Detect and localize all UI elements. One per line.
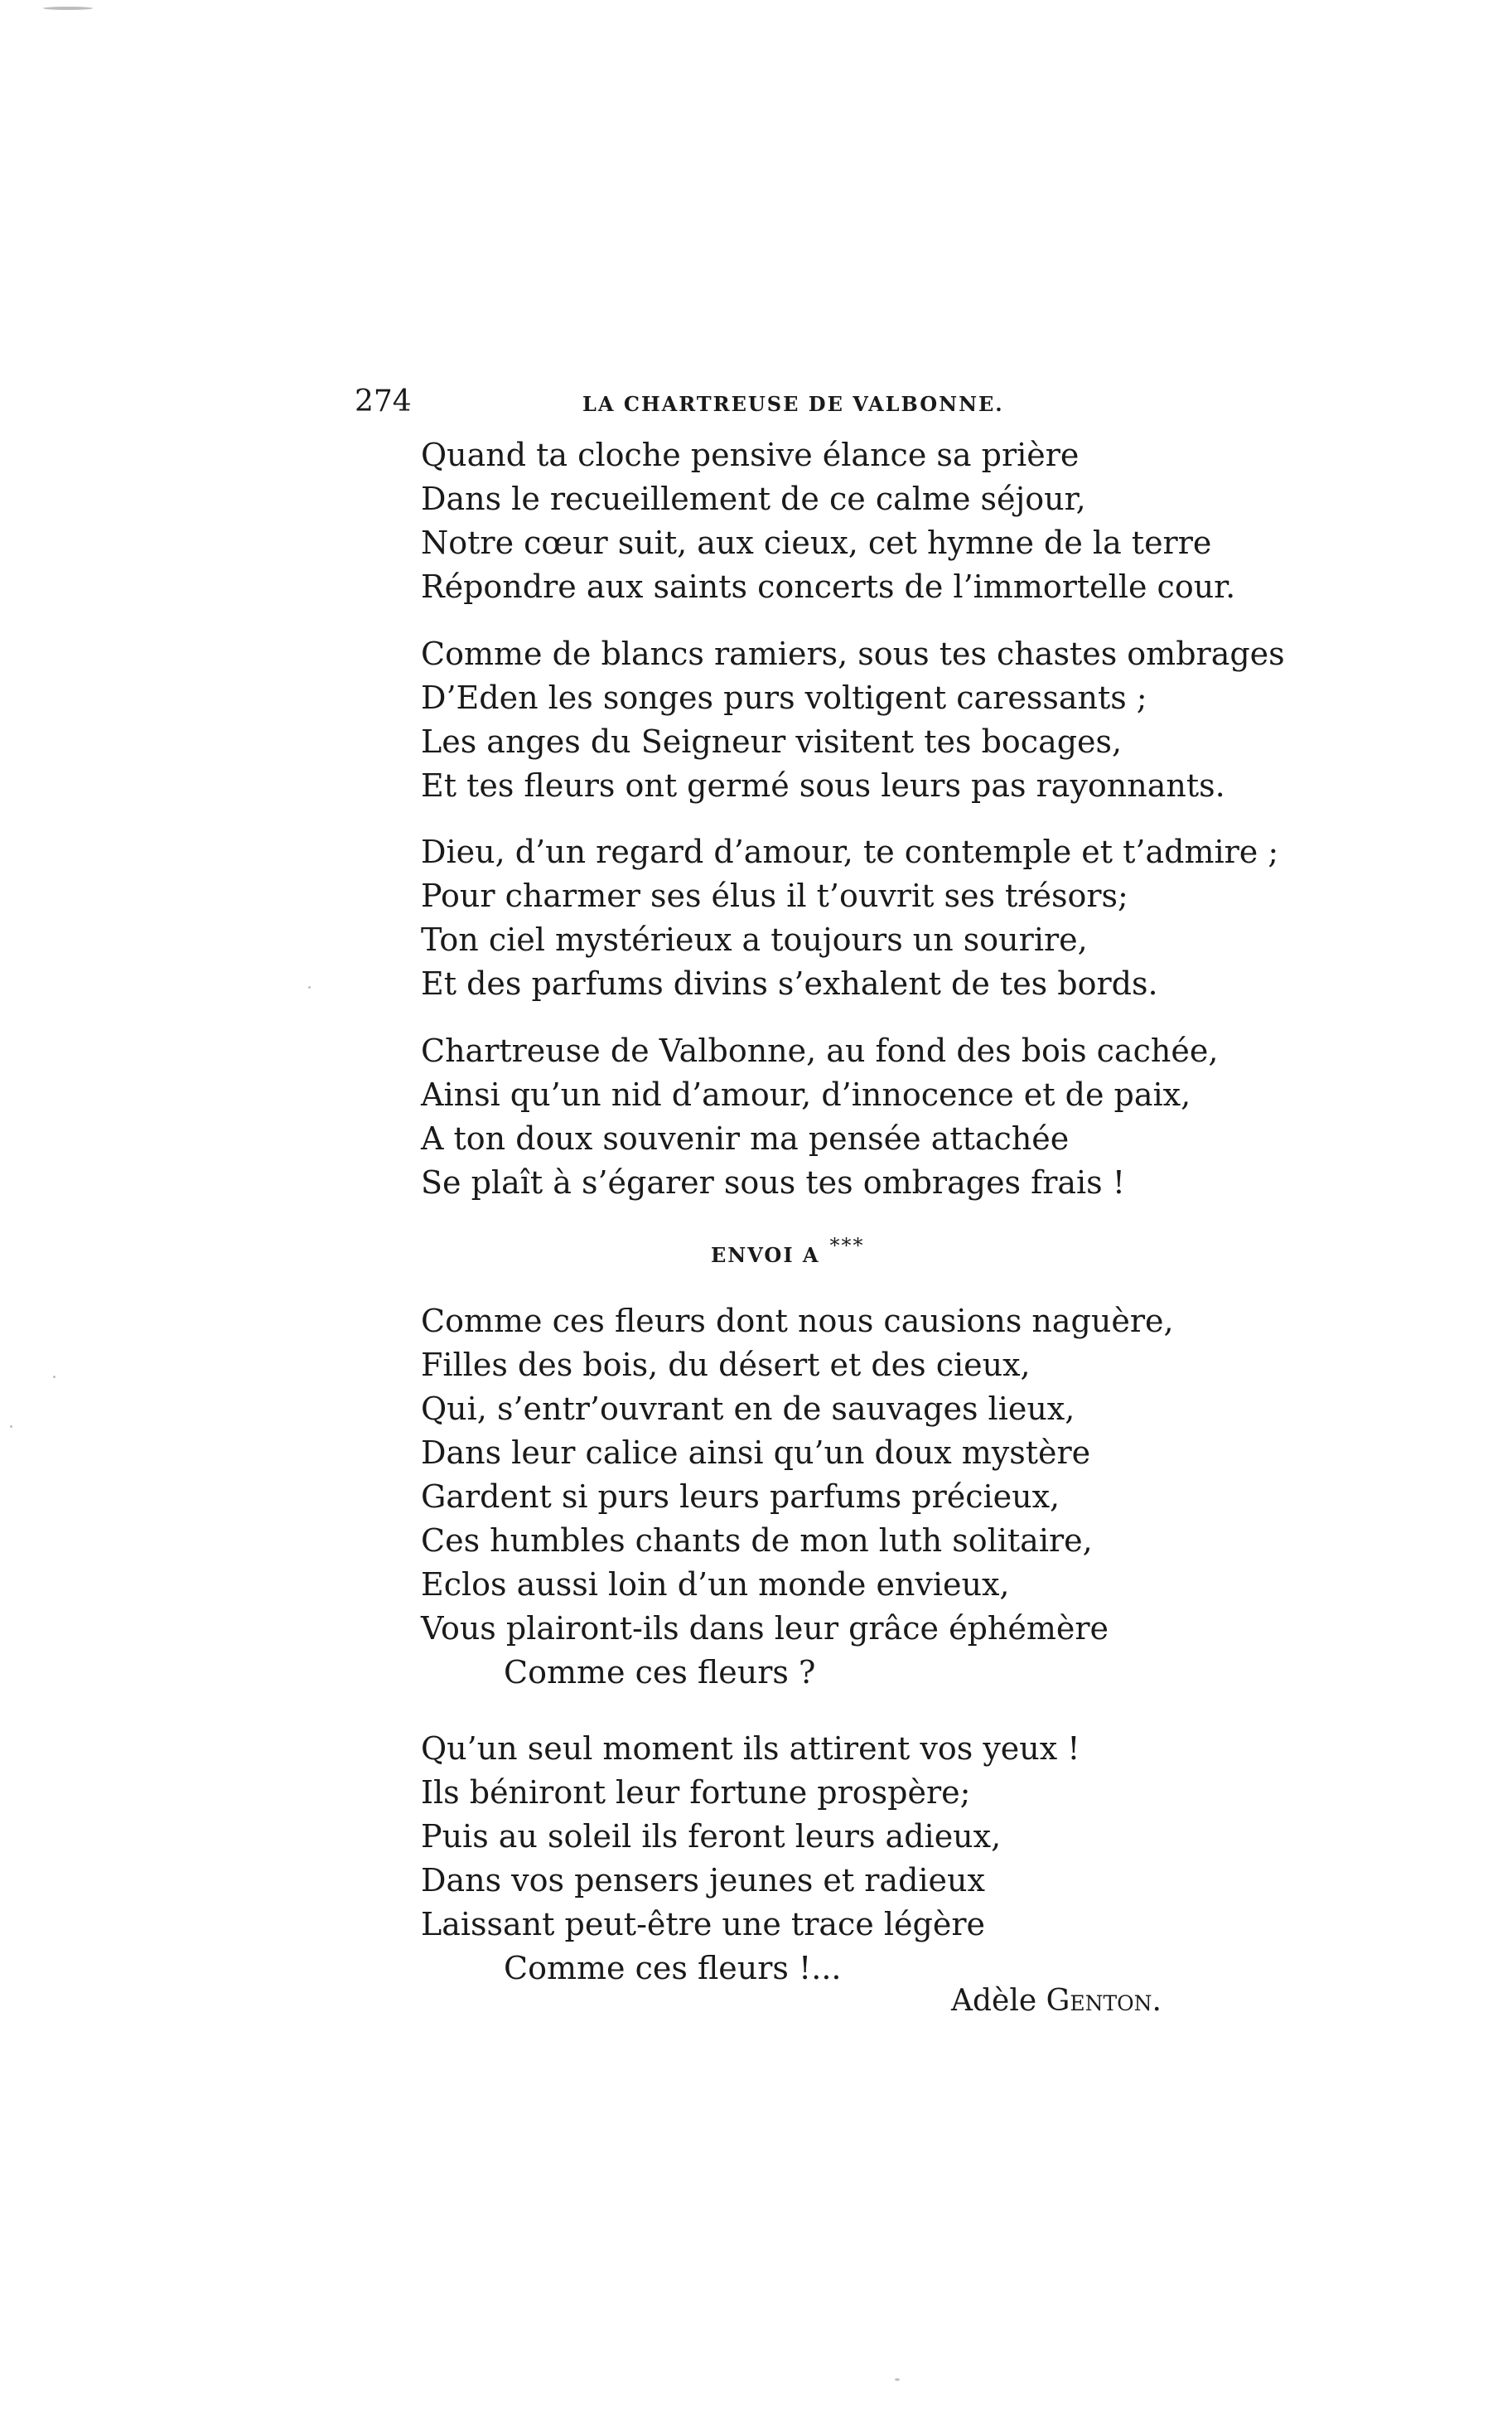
scan-speck <box>895 2378 900 2381</box>
verse-line: Répondre aux saints concerts de l’immortelle cour. <box>421 568 1236 605</box>
verse-line: Filles des bois, du désert et des cieux, <box>421 1347 1031 1383</box>
verse-line: Notre cœur suit, aux cieux, cet hymne de la terre <box>421 525 1212 561</box>
scan-speck <box>308 986 311 989</box>
scan-mark <box>43 7 93 10</box>
envoi-title: ENVOI A <box>711 1243 820 1267</box>
verse-line: Ils béniront leur fortune prospère; <box>421 1774 971 1811</box>
verse-line: Puis au soleil ils feront leurs adieux, <box>421 1818 1002 1855</box>
verse-line: A ton doux souvenir ma pensée attachée <box>421 1120 1070 1157</box>
verse-line: Chartreuse de Valbonne, au fond des bois cachée, <box>421 1033 1219 1069</box>
envoi-asterisks: *** <box>829 1234 865 1257</box>
poem-stanza-1 <box>421 433 1235 609</box>
verse-line: Ainsi qu’un nid d’amour, d’innocence et de paix, <box>421 1076 1191 1113</box>
verse-line: Vous plairont-ils dans leur grâce éphémère <box>421 1610 1109 1647</box>
verse-line: Quand ta cloche pensive élance sa prière <box>421 437 1080 473</box>
author-first-name: Adèle <box>951 1984 1037 2018</box>
envoi-stanza-2 <box>421 1727 1080 1990</box>
verse-line: Dans le recueillement de ce calme séjour, <box>421 481 1086 517</box>
verse-line: Comme ces fleurs dont nous causions naguère, <box>421 1303 1174 1339</box>
verse-line: Ces humbles chants de mon luth solitaire, <box>421 1522 1093 1559</box>
envoi-heading <box>711 1234 865 1272</box>
verse-line: Comme de blancs ramiers, sous tes chastes ombrages <box>421 636 1285 672</box>
verse-line: Et des parfums divins s’exhalent de tes bords. <box>421 965 1158 1002</box>
scan-speck <box>53 1376 56 1378</box>
verse-line: Qu’un seul moment ils attirent vos yeux ! <box>421 1730 1080 1767</box>
author-last-name: Genton. <box>1046 1984 1162 2018</box>
refrain-line: Comme ces fleurs ? <box>504 1654 816 1691</box>
verse-line: Dans vos pensers jeunes et radieux <box>421 1862 985 1899</box>
verse-line: Gardent si purs leurs parfums précieux, <box>421 1478 1060 1515</box>
poem-stanza-2 <box>421 632 1285 808</box>
verse-line: Les anges du Seigneur visitent tes bocages, <box>421 723 1123 760</box>
verse-line: Dans leur calice ainsi qu’un doux mystère <box>421 1434 1091 1471</box>
page-header <box>355 377 1183 427</box>
poem-stanza-4 <box>421 1029 1218 1205</box>
verse-line: Et tes fleurs ont germé sous leurs pas rayonnants. <box>421 767 1225 804</box>
scan-speck <box>10 1425 12 1428</box>
verse-line: Dieu, d’un regard d’amour, te contemple et t’admire ; <box>421 834 1279 870</box>
verse-line: Qui, s’entr’ouvrant en de sauvages lieux, <box>421 1391 1075 1427</box>
verse-line: Ton ciel mystérieux a toujours un sourire, <box>421 921 1088 958</box>
page-number: 274 <box>355 385 412 418</box>
poem-stanza-3 <box>421 830 1278 1006</box>
verse-line: Eclos aussi loin d’un monde envieux, <box>421 1566 1010 1603</box>
author-signature <box>951 1981 1162 2022</box>
running-title: LA CHARTREUSE DE VALBONNE. <box>582 392 1004 416</box>
envoi-stanza-1 <box>421 1299 1174 1695</box>
verse-line: Laissant peut-être une trace légère <box>421 1906 985 1942</box>
refrain-line: Comme ces fleurs !... <box>504 1950 842 1986</box>
verse-line: Se plaît à s’égarer sous tes ombrages frais ! <box>421 1164 1126 1201</box>
verse-line: D’Eden les songes purs voltigent caressants ; <box>421 680 1147 716</box>
verse-line: Pour charmer ses élus il t’ouvrit ses trésors; <box>421 878 1128 914</box>
